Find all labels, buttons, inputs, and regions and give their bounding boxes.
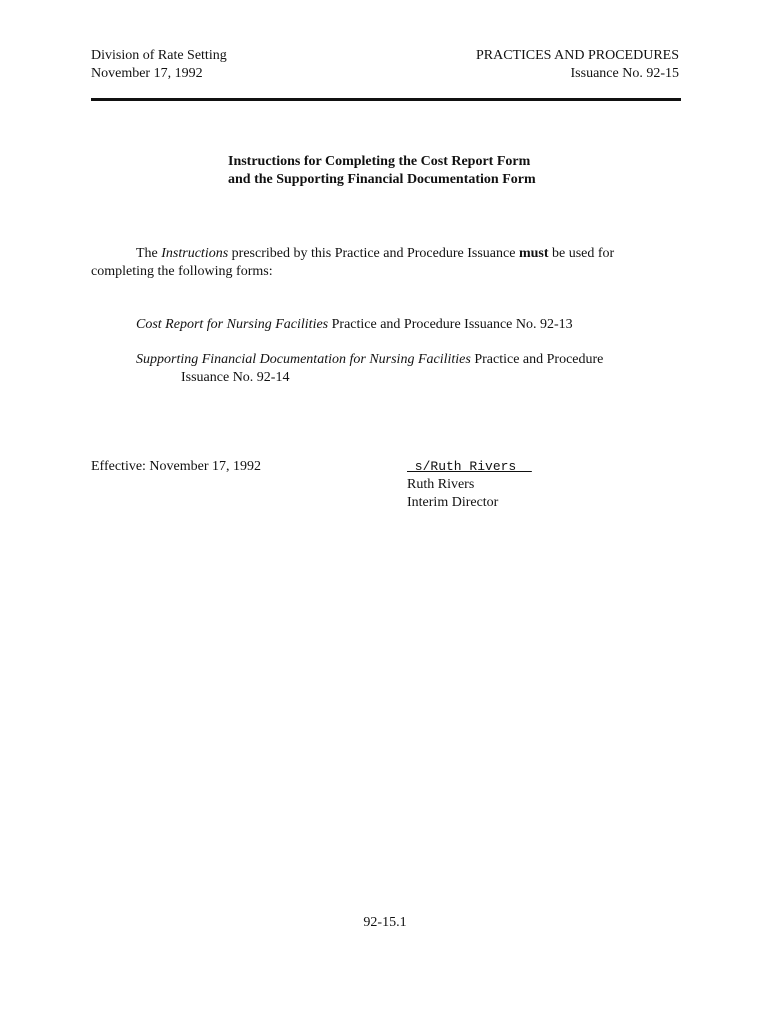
signatory-title: Interim Director (407, 495, 499, 510)
signatory-name: Ruth Rivers (407, 477, 475, 492)
form-item-cost-report (136, 316, 681, 334)
intro-italic: Instructions (161, 246, 229, 261)
document-title (228, 153, 536, 189)
header-date: November 17, 1992 (91, 66, 203, 81)
intro-mid: prescribed by this Practice and Procedure Issuance (228, 246, 519, 261)
form-item-line (136, 351, 681, 369)
intro-paragraph (91, 245, 671, 281)
form-item-supporting-documentation (136, 351, 681, 387)
intro-post: be used for (548, 246, 615, 261)
issuance-number: Issuance No. 92-15 (570, 66, 679, 81)
header-rule (91, 98, 681, 101)
intro-line-1 (91, 245, 671, 263)
form-reference-continued: Issuance No. 92-14 (181, 370, 290, 385)
effective-date: Effective: November 17, 1992 (91, 459, 262, 474)
intro-pre: The (136, 246, 162, 261)
header-right (476, 47, 679, 83)
intro-bold: must (518, 246, 549, 261)
document-series: PRACTICES AND PROCEDURES (475, 48, 679, 63)
page-number: 92-15.1 (363, 915, 407, 930)
form-reference: Practice and Procedure Issuance No. 92-13 (328, 317, 573, 332)
signature-block (407, 458, 532, 512)
form-title: Cost Report for Nursing Facilities (136, 317, 329, 332)
title-line-2: and the Supporting Financial Documentation Form (228, 172, 536, 187)
form-item-line (136, 316, 681, 334)
title-line-1: Instructions for Completing the Cost Report Form (228, 154, 531, 169)
form-reference: Practice and Procedure (470, 352, 604, 367)
form-title: Supporting Financial Documentation for Nursing Facilities (136, 352, 471, 367)
division-name: Division of Rate Setting (91, 48, 227, 63)
header-left (91, 47, 227, 83)
signature-line: s/Ruth Rivers (407, 459, 532, 474)
intro-line-2: completing the following forms: (91, 264, 273, 279)
